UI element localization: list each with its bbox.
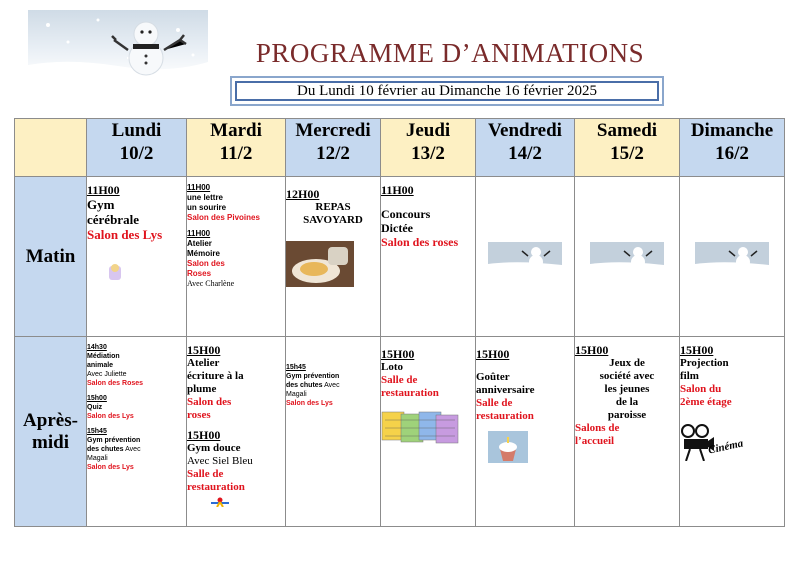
date-range-box: Du Lundi 10 février au Dimanche 16 février 2025	[230, 76, 664, 106]
cell-jeudi-apres-midi: 15H00 Loto Salle de restauration	[381, 337, 476, 527]
day-header-lundi: Lundi 10/2	[87, 119, 187, 177]
brain-icon	[107, 262, 123, 282]
day-header-mardi: Mardi 11/2	[187, 119, 286, 177]
cell-mercredi-apres-midi: 15h45 Gym prévention des chutes Avec Magali Salon des Lys	[286, 337, 381, 527]
cell-mercredi-matin: 12H00 REPAS SAVOYARD	[286, 177, 381, 337]
snowman-icon	[488, 242, 562, 272]
gym-figure-icon	[209, 497, 231, 507]
cell-dimanche-matin	[680, 177, 785, 337]
day-header-samedi: Samedi 15/2	[575, 119, 680, 177]
cell-jeudi-matin: 11H00 Concours Dictée Salon des roses	[381, 177, 476, 337]
cell-dimanche-apres-midi: 15H00 Projection film Salon du 2ème étage Cinéma	[680, 337, 785, 527]
cell-mardi-matin: 11H00 une lettre un sourire Salon des Pivoines 11H00 Atelier Mémoire Salon des Roses Avec Charlène	[187, 177, 286, 337]
cinema-label: Cinéma	[707, 437, 745, 457]
cell-lundi-matin: 11H00 Gym cérébrale Salon des Lys	[87, 177, 187, 337]
cell-samedi-apres-midi: 15H00 Jeux de société avec les jeunes de la paroisse Salons de l’accueil	[575, 337, 680, 527]
corner-cell	[15, 119, 87, 177]
snowman-icon	[28, 10, 208, 80]
birthday-cake-icon	[488, 431, 528, 463]
schedule-table	[14, 118, 785, 527]
cell-mardi-apres-midi: 15H00 Atelier écriture à la plume Salon des roses 15H00 Gym douce Avec Siel Bleu Salle de restauration	[187, 337, 286, 527]
snowman-icon	[590, 242, 664, 272]
day-header-mercredi: Mercredi 12/2	[286, 119, 381, 177]
loto-cards-icon	[381, 410, 459, 444]
snowman-banner-image	[28, 10, 208, 80]
row-label-matin: Matin	[15, 177, 87, 337]
cinema-logo	[680, 423, 750, 463]
day-header-jeudi: Jeudi 13/2	[381, 119, 476, 177]
page-title: PROGRAMME D’ANIMATIONS	[255, 38, 645, 68]
cell-vendredi-apres-midi: 15H00 Goûter anniversaire Salle de restauration	[476, 337, 575, 527]
day-header-vendredi: Vendredi 14/2	[476, 119, 575, 177]
day-header-dimanche: Dimanche 16/2	[680, 119, 785, 177]
cell-lundi-apres-midi: 14h30 Médiation animale Avec Juliette Salon des Roses 15h00 Quiz Salon des Lys 15h45 Gym prévention des chutes Avec Magali Salon des Lys	[87, 337, 187, 527]
row-label-apres-midi: Après- midi	[15, 337, 87, 527]
snowman-icon	[695, 242, 769, 272]
cell-samedi-matin	[575, 177, 680, 337]
cell-vendredi-matin	[476, 177, 575, 337]
raclette-food-icon	[286, 241, 354, 287]
